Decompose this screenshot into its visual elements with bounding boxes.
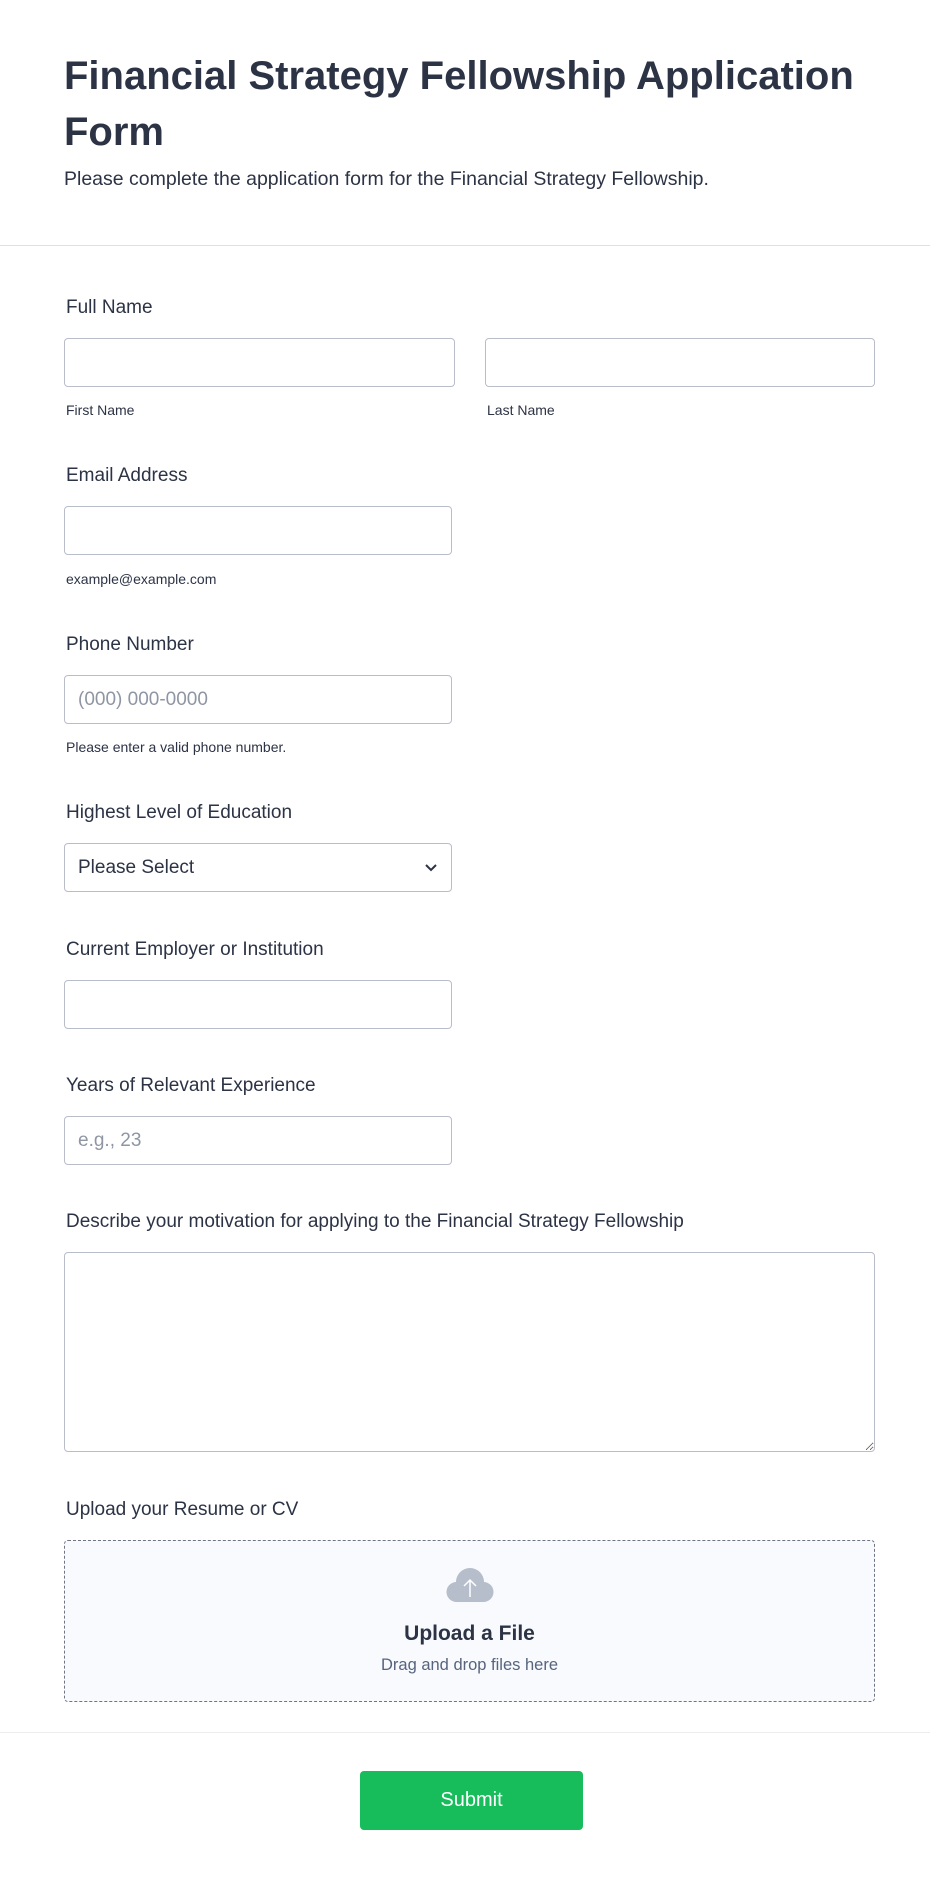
motivation-label: Describe your motivation for applying to the Financial Strategy Fellowship	[66, 1211, 684, 1232]
submit-button[interactable]: Submit	[360, 1771, 583, 1830]
header-divider	[0, 245, 930, 246]
education-selected: Please Select	[78, 856, 195, 878]
email-input[interactable]	[64, 506, 452, 555]
upload-label: Upload your Resume or CV	[66, 1499, 299, 1520]
page-subtitle: Please complete the application form for the Financial Strategy Fellowship.	[64, 168, 709, 190]
last-name-input[interactable]	[485, 338, 875, 387]
motivation-textarea[interactable]	[64, 1252, 875, 1452]
last-name-sublabel: Last Name	[487, 402, 555, 418]
experience-label: Years of Relevant Experience	[66, 1075, 316, 1096]
file-dropzone[interactable]	[64, 1540, 875, 1702]
footer-divider	[0, 1732, 930, 1733]
first-name-sublabel: First Name	[66, 402, 135, 418]
chevron-down-icon	[424, 863, 438, 872]
employer-label: Current Employer or Institution	[66, 939, 324, 960]
cloud-upload-icon	[445, 1567, 495, 1603]
first-name-input[interactable]	[64, 338, 455, 387]
upload-title: Upload a File	[404, 1622, 535, 1645]
education-label: Highest Level of Education	[66, 802, 293, 823]
phone-input[interactable]	[64, 675, 452, 724]
upload-hint: Drag and drop files here	[380, 1656, 559, 1674]
education-select[interactable]	[64, 843, 452, 892]
page-title: Financial Strategy Fellowship Application Form	[64, 54, 854, 154]
email-help: example@example.com	[66, 571, 217, 587]
email-label: Email Address	[66, 465, 188, 486]
experience-input[interactable]	[64, 1116, 452, 1165]
phone-label: Phone Number	[66, 634, 194, 655]
full-name-label: Full Name	[66, 297, 153, 318]
employer-input[interactable]	[64, 980, 452, 1029]
phone-help: Please enter a valid phone number.	[66, 739, 287, 755]
